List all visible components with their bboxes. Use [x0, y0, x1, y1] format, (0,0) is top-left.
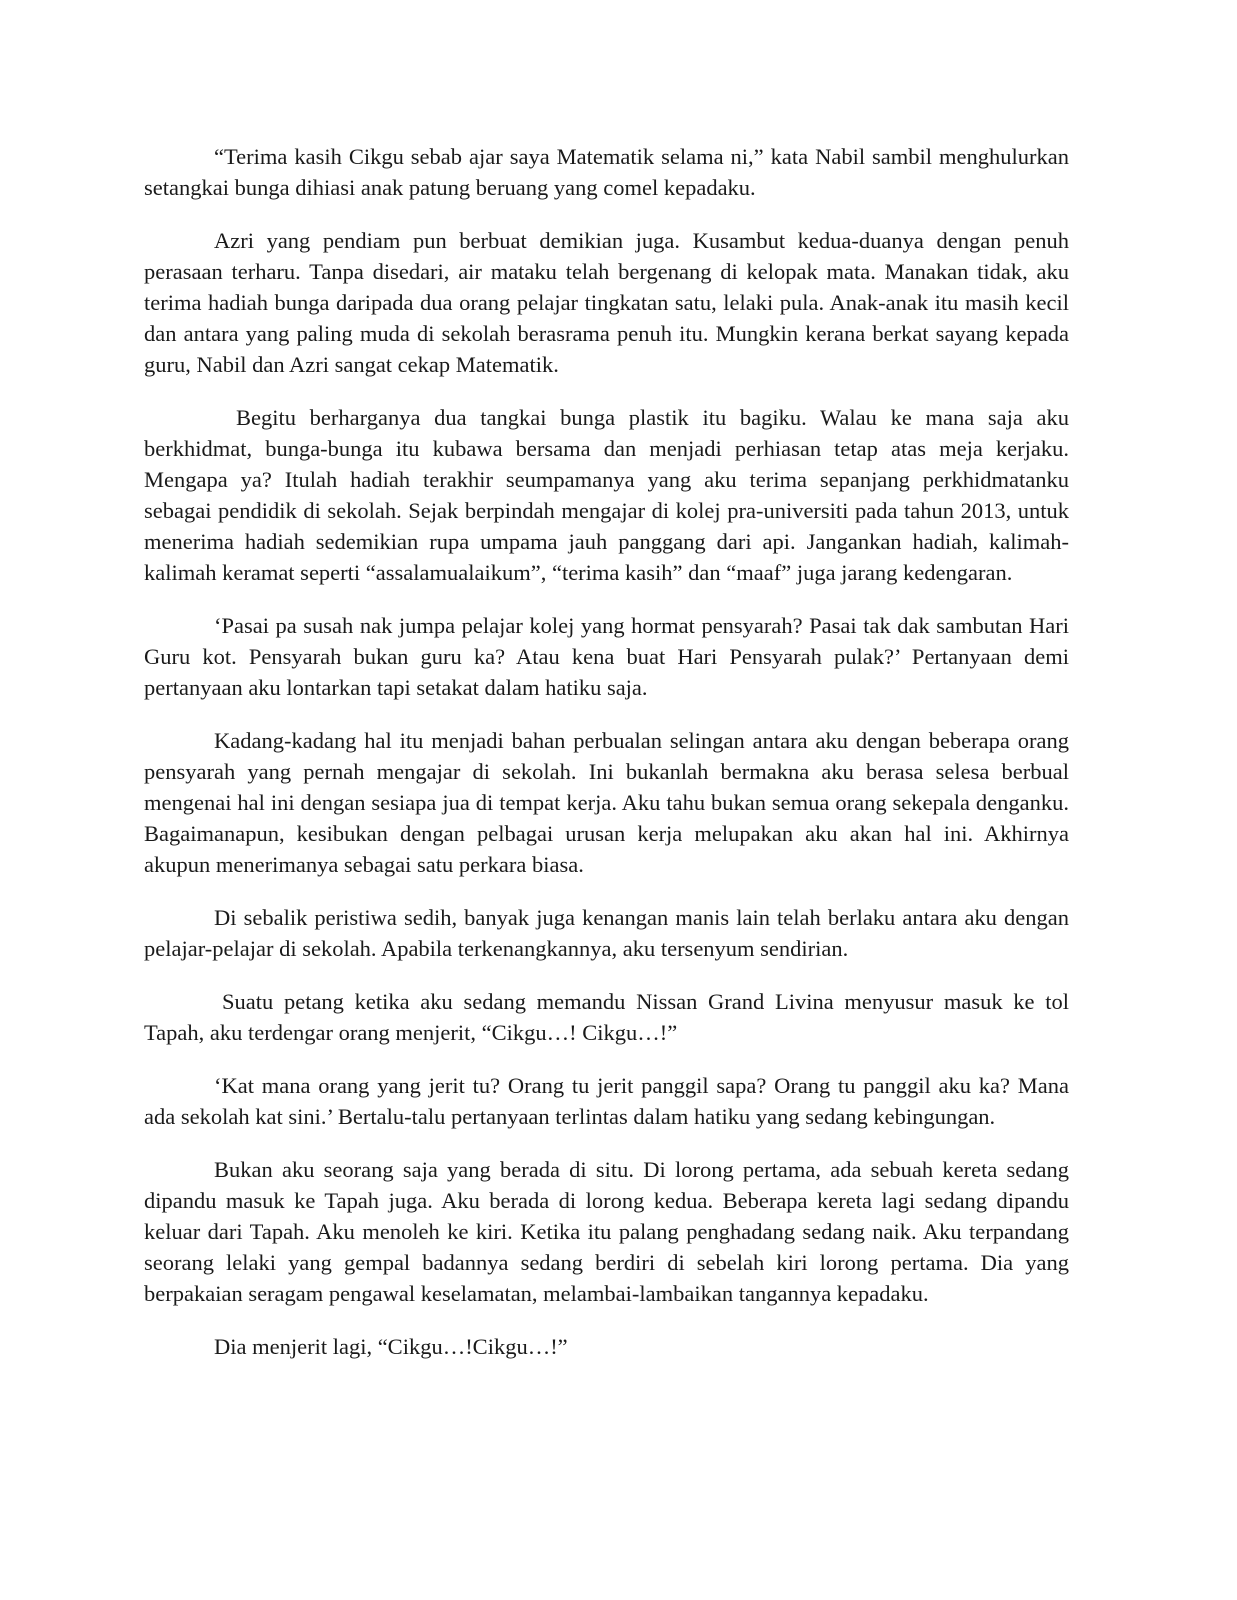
paragraph-4: ‘Pasai pa susah nak jumpa pelajar kolej yang hormat pensyarah? Pasai tak dak sambutan Hari Guru kot. Pensyarah bukan guru ka? Atau kena buat Hari Pensyarah pulak?’ Pertanyaan demi pertanyaan aku lontarkan tapi setakat dalam hatiku saja.	[144, 613, 1069, 700]
paragraph-10: Dia menjerit lagi, “Cikgu…!Cikgu…!”	[214, 1334, 568, 1359]
paragraph-2: Azri yang pendiam pun berbuat demikian juga. Kusambut kedua-duanya dengan penuh perasaan terharu. Tanpa disedari, air mataku telah bergenang di kelopak mata. Manakan tidak, aku terima hadiah bunga daripada dua orang pelajar tingkatan satu, lelaki pula. Anak-anak itu masih kecil dan antara yang paling muda di sekolah berasrama penuh itu. Mungkin kerana berkat sayang kepada guru, Nabil dan Azri sangat cekap Matematik.	[144, 228, 1069, 377]
paragraph-9: Bukan aku seorang saja yang berada di situ. Di lorong pertama, ada sebuah kereta sedang dipandu masuk ke Tapah juga. Aku berada di lorong kedua. Beberapa kereta lagi sedang dipandu keluar dari Tapah. Aku menoleh ke kiri. Ketika itu palang penghadang sedang naik. Aku terpandang seorang lelaki yang gempal badannya sedang berdiri di sebelah kiri lorong pertama. Dia yang berpakaian seragam pengawal keselamatan, melambai-lambaikan tangannya kepadaku.	[144, 1157, 1069, 1306]
paragraph-1: “Terima kasih Cikgu sebab ajar saya Matematik selama ni,” kata Nabil sambil menghulurkan setangkai bunga dihiasi anak patung beruang yang comel kepadaku.	[144, 144, 1069, 200]
paragraph-7: Suatu petang ketika aku sedang memandu Nissan Grand Livina menyusur masuk ke tol Tapah, aku terdengar orang menjerit, “Cikgu…! Cikgu…!”	[144, 989, 1069, 1045]
paragraph-6: Di sebalik peristiwa sedih, banyak juga kenangan manis lain telah berlaku antara aku dengan pelajar-pelajar di sekolah. Apabila terkenangkannya, aku tersenyum sendirian.	[144, 905, 1069, 961]
paragraph-8: ‘Kat mana orang yang jerit tu? Orang tu jerit panggil sapa? Orang tu panggil aku ka? Mana ada sekolah kat sini.’ Bertalu-talu pertanyaan terlintas dalam hatiku yang sedang kebingungan.	[144, 1073, 1069, 1129]
paragraph-3: Begitu berharganya dua tangkai bunga plastik itu bagiku. Walau ke mana saja aku berkhidmat, bunga-bunga itu kubawa bersama dan menjadi perhiasan tetap atas meja kerjaku. Mengapa ya? Itulah hadiah terakhir seumpamanya yang aku terima sepanjang perkhidmatanku sebagai pendidik di sekolah. Sejak berpindah mengajar di kolej pra-universiti pada tahun 2013, untuk menerima hadiah sedemikian rupa umpama jauh panggang dari api. Jangankan hadiah, kalimah-kalimah keramat seperti “assalamualaikum”, “terima kasih” dan “maaf” juga jarang kedengaran.	[144, 405, 1069, 585]
paragraph-5: Kadang-kadang hal itu menjadi bahan perbualan selingan antara aku dengan beberapa orang pensyarah yang pernah mengajar di sekolah. Ini bukanlah bermakna aku berasa selesa berbual mengenai hal ini dengan sesiapa jua di tempat kerja. Aku tahu bukan semua orang sekepala denganku. Bagaimanapun, kesibukan dengan pelbagai urusan kerja melupakan aku akan hal ini. Akhirnya akupun menerimanya sebagai satu perkara biasa.	[144, 728, 1069, 877]
